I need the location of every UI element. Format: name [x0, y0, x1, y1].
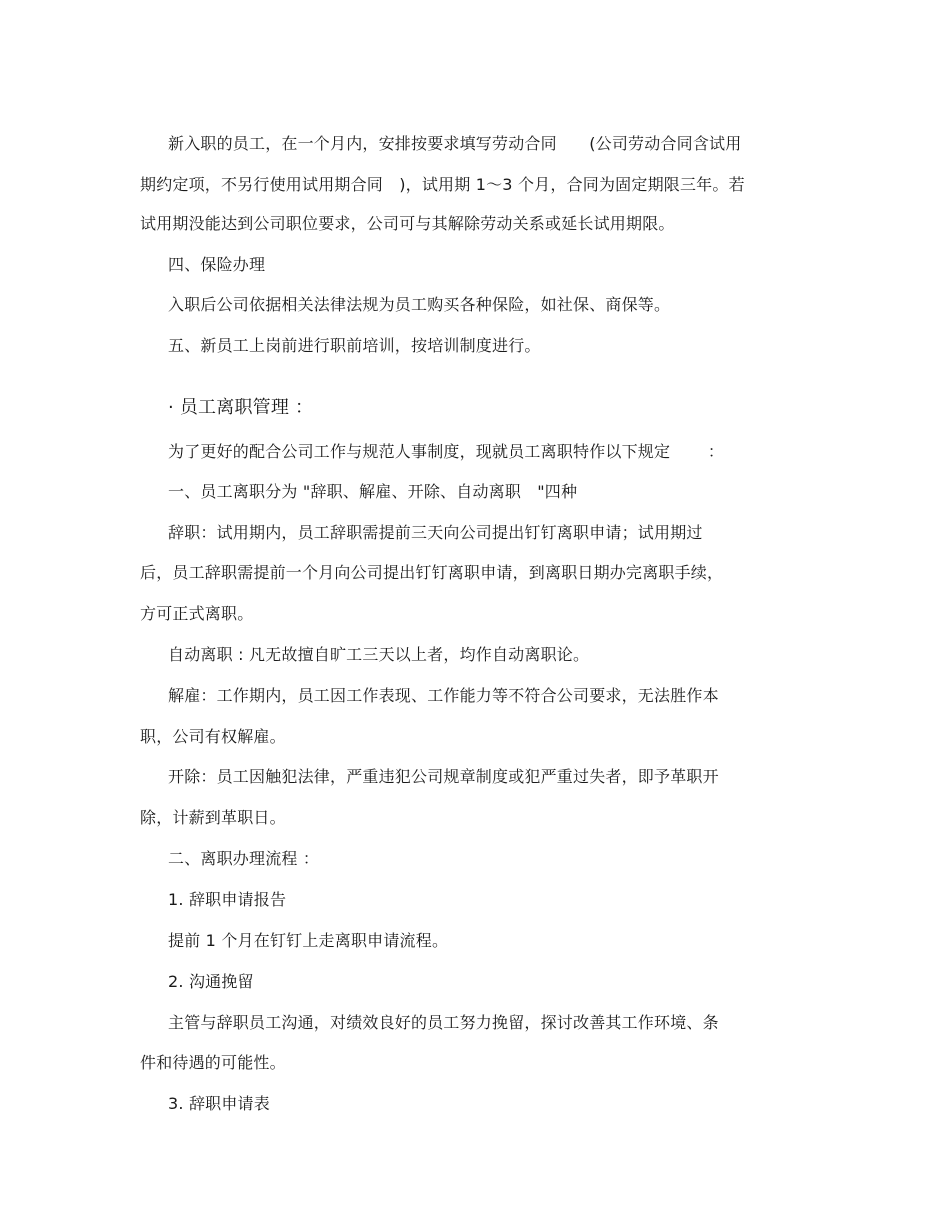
- paragraph-line: 辞职：试用期内，员工辞职需提前三天向公司提出钉钉离职申请；试用期过: [168, 523, 703, 542]
- paragraph-line: 主管与辞职员工沟通，对绩效良好的员工努力挽留，探讨改善其工作环境、条: [168, 1013, 719, 1032]
- section-heading: 四、保险办理: [168, 255, 266, 274]
- paragraph-line: 入职后公司依据相关法律法规为员工购买各种保险，如社保、商保等。: [168, 295, 671, 314]
- list-item-heading: 1. 辞职申请报告: [168, 890, 287, 909]
- paragraph-line: 除，计薪到革职日。: [140, 808, 286, 827]
- paragraph-line: 自动离职 : 凡无故擅自旷工三天以上者，均作自动离职论。: [168, 645, 590, 664]
- paragraph-line: 职，公司有权解雇。: [140, 727, 286, 746]
- paragraph-line: 件和待遇的可能性。: [140, 1053, 286, 1072]
- list-item-heading: 3. 辞职申请表: [168, 1094, 270, 1113]
- paragraph-line: 方可正式离职。: [140, 604, 254, 623]
- paragraph-line: 试用期没能达到公司职位要求，公司可与其解除劳动关系或延长试用期限。: [140, 214, 675, 233]
- paragraph-line: 为了更好的配合公司工作与规范人事制度，现就员工离职特作以下规定 ：: [168, 442, 725, 461]
- section-heading: 二、离职办理流程 ：: [168, 849, 320, 868]
- paragraph-line: 提前 1 个月在钉钉上走离职申请流程。: [168, 931, 449, 950]
- major-heading: · 员工离职管理 ：: [168, 397, 314, 418]
- paragraph-line: 五、新员工上岗前进行职前培训，按培训制度进行。: [168, 336, 541, 355]
- paragraph-line: 开除：员工因触犯法律，严重违犯公司规章制度或犯严重过失者，即予革职开: [168, 767, 719, 786]
- list-item-heading: 2. 沟通挽留: [168, 972, 254, 991]
- paragraph-line: 新入职的员工，在一个月内，安排按要求填写劳动合同 (公司劳动合同含试用: [168, 134, 742, 153]
- paragraph-line: 解雇：工作期内，员工因工作表现、工作能力等不符合公司要求，无法胜作本: [168, 686, 719, 705]
- section-heading: 一、员工离职分为 "辞职、解雇、开除、自动离职 "四种: [168, 482, 578, 501]
- paragraph-line: 后，员工辞职需提前一个月向公司提出钉钉离职申请，到离职日期办完离职手续，: [140, 563, 724, 582]
- paragraph-line: 期约定项，不另行使用试用期合同 )，试用期 1～3 个月，合同为固定期限三年。若: [140, 175, 745, 194]
